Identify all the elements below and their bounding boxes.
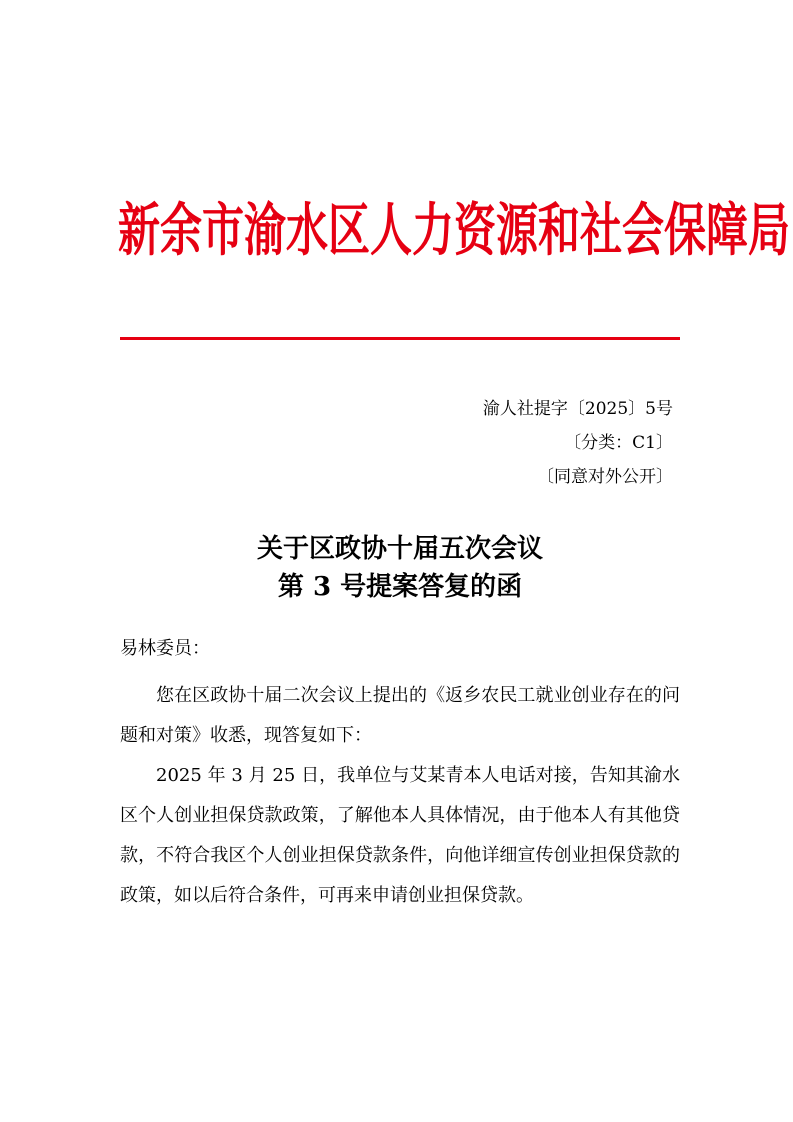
letterhead-red-rule	[120, 337, 680, 340]
document-title-line-2: 第 3 号提案答复的函	[277, 572, 523, 602]
document-title-line-1: 关于区政协十届五次会议	[256, 534, 543, 564]
document-number: 渝人社提字〔2025〕5号	[482, 399, 673, 419]
body-paragraph-1: 您在区政协十届二次会议上提出的《返乡农民工就业创业存在的问题和对策》收悉，现答复如下：	[120, 685, 680, 746]
publicity-status: 〔同意对外公开〕	[537, 467, 673, 487]
document-category: 〔分类：C1〕	[564, 433, 673, 453]
salutation: 易林委员：	[120, 638, 210, 659]
body-paragraph-2: 2025 年 3 月 25 日，我单位与艾某青本人电话对接，告知其渝水区个人创业担保贷款政策，了解他本人具体情况，由于他本人有其他贷款，不符合我区个人创业担保贷款条件，向他详细宣传创业担保贷款的政策，如以后符合条件，可再来申请创业担保贷款。	[120, 765, 680, 906]
letterhead-org-name: 新余市渝水区人力资源和社会保障局	[118, 196, 791, 263]
